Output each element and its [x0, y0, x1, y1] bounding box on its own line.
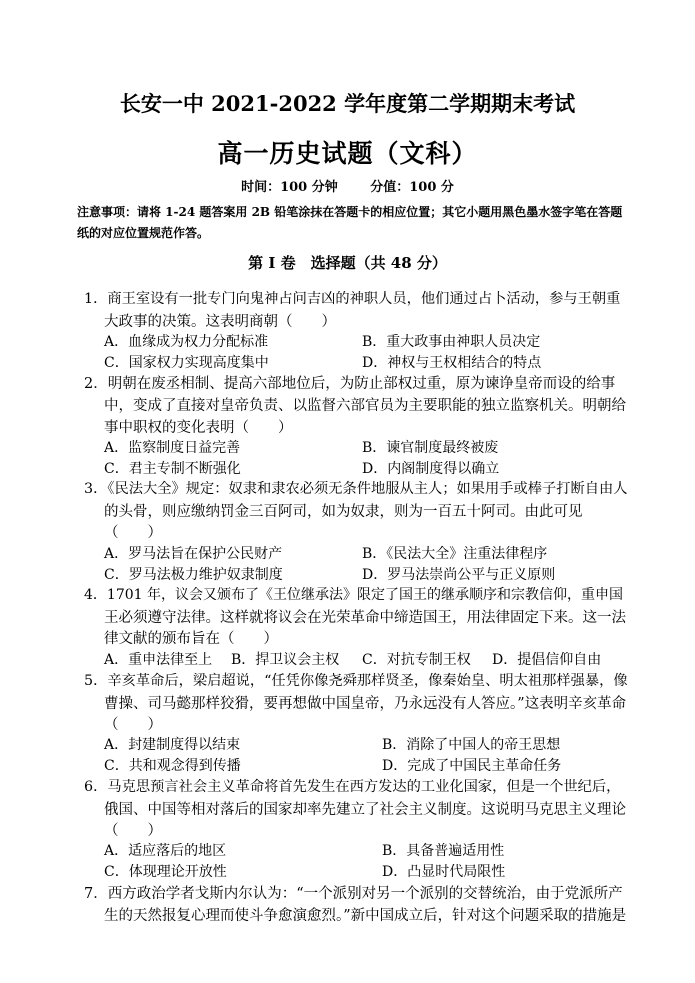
question-1-line-2: 大政事的决策。这表明商朝（ ） — [104, 314, 336, 330]
section-title: 第 I 卷 选择题（共 48 分） — [248, 254, 447, 272]
question-3-option-c: C．罗马法极力维护奴隶制度 — [104, 567, 283, 583]
question-3-option-d: D．罗马法崇尚公平与正义原则 — [362, 567, 556, 583]
exam-title: 长安一中 2021-2022 学年度第二学期期末考试 — [119, 91, 576, 116]
question-6-option-b: B．具备普遍适用性 — [382, 843, 505, 859]
question-3-option-b: B．《民法大全》注重法律程序 — [362, 546, 548, 562]
question-5-line-2: 曹操、司马懿那样狡猾，要再想做中国皇帝，乃永远没有人答应。”这表明辛亥革命 — [104, 696, 627, 712]
question-5-option-c: C．共和观念得到传播 — [104, 758, 241, 774]
question-5-line-3: （ ） — [104, 717, 162, 733]
question-2-option-b: B．谏官制度最终被废 — [362, 440, 499, 456]
exam-meta — [0, 176, 695, 195]
question-4-option-a: A．重申法律至上 — [104, 652, 213, 668]
question-4-line-2: 王必须遵守法律。这样就将议会在光荣革命中缔造国王，用法律固定下来。这一法 — [104, 610, 626, 626]
question-6-line-2: 俄国、中国等相对落后的国家却率先建立了社会主义制度。这说明马克思主义理论 — [104, 802, 626, 818]
exam-notice: 注意事项：请将 1-24 题答案用 2B 铅笔涂抹在答题卡的相应位置；其它小题用黑色墨水签字笔在答题纸的对应位置规范作答。 — [77, 205, 623, 240]
question-5-option-b: B．消除了中国人的帝王思想 — [382, 737, 561, 753]
question-3-option-a: A．罗马法旨在保护公民财产 — [104, 546, 283, 562]
question-1-line-1: 1．商王室设有一批专门向鬼神占问吉凶的神职人员，他们通过占卜活动，参与王朝重 — [84, 291, 621, 307]
question-6-line-1: 6．马克思预言社会主义革命将首先发生在西方发达的工业化国家，但是一个世纪后， — [84, 779, 621, 795]
question-6-option-a: A．适应落后的地区 — [104, 843, 227, 859]
question-4-option-b: B．捍卫议会主权 — [231, 652, 340, 668]
question-4-line-3: 律文献的颁布旨在（ ） — [104, 631, 278, 647]
question-3-line-3: （ ） — [104, 525, 162, 541]
exam-time: 时间：100 分钟 — [241, 180, 338, 195]
question-4-option-c: C．对抗专制王权 — [362, 652, 471, 668]
question-3-line-2: 的头骨，则应缴纳罚金三百阿司，如为奴隶，则为一百五十阿司。由此可见 — [104, 504, 583, 520]
question-2-line-2: 中，变成了直接对皇帝负责、以监督六部官员为主要职能的独立监察机关。明朝给 — [104, 398, 626, 414]
question-7-line-2: 生的天然报复心理而使斗争愈演愈烈。”新中国成立后，针对这个问题采取的措施是 — [104, 908, 627, 924]
exam-score: 分值：100 分 — [370, 180, 454, 195]
question-1-option-a: A．血缘成为权力分配标准 — [104, 334, 269, 350]
question-7-line-1: 7．西方政治学者戈斯内尔认为：“一个派别对另一个派别的交替统治，由于党派所产 — [84, 886, 623, 902]
question-2-option-d: D．内阁制度得以确立 — [362, 461, 500, 477]
question-2-option-c: C．君主专制不断强化 — [104, 461, 241, 477]
question-6-option-d: D．凸显时代局限性 — [382, 864, 506, 880]
question-5-option-d: D．完成了中国民主革命任务 — [382, 758, 562, 774]
question-1-option-d: D．神权与王权相结合的特点 — [362, 355, 542, 371]
question-5-option-a: A．封建制度得以结束 — [104, 737, 241, 753]
question-4-line-1: 4．1701 年，议会又颁布了《王位继承法》限定了国王的继承顺序和宗教信仰，重申国 — [84, 587, 623, 603]
question-2-option-a: A．监察制度日益完善 — [104, 440, 241, 456]
question-6-line-3: （ ） — [104, 823, 162, 839]
exam-subtitle: 高一历史试题（文科） — [217, 139, 478, 168]
question-5-line-1: 5．辛亥革命后，梁启超说，“任凭你像尧舜那样贤圣，像秦始皇、明太祖那样强暴，像 — [84, 673, 628, 689]
question-2-line-3: 事中职权的变化表明（ ） — [104, 420, 293, 436]
question-1-option-b: B．重大政事由神职人员决定 — [362, 334, 541, 350]
question-2-line-1: 2．明朝在废丞相制、提高六部地位后，为防止部权过重，原为谏诤皇帝而设的给事 — [84, 376, 616, 392]
question-6-option-c: C．体现理论开放性 — [104, 864, 227, 880]
question-1-option-c: C．国家权力实现高度集中 — [104, 355, 269, 371]
question-4-option-d: D．提倡信仰自由 — [492, 652, 602, 668]
question-3-line-1: 3．《民法大全》规定：奴隶和隶农必须无条件地服从主人；如果用手或棒子打断自由人 — [84, 481, 628, 497]
